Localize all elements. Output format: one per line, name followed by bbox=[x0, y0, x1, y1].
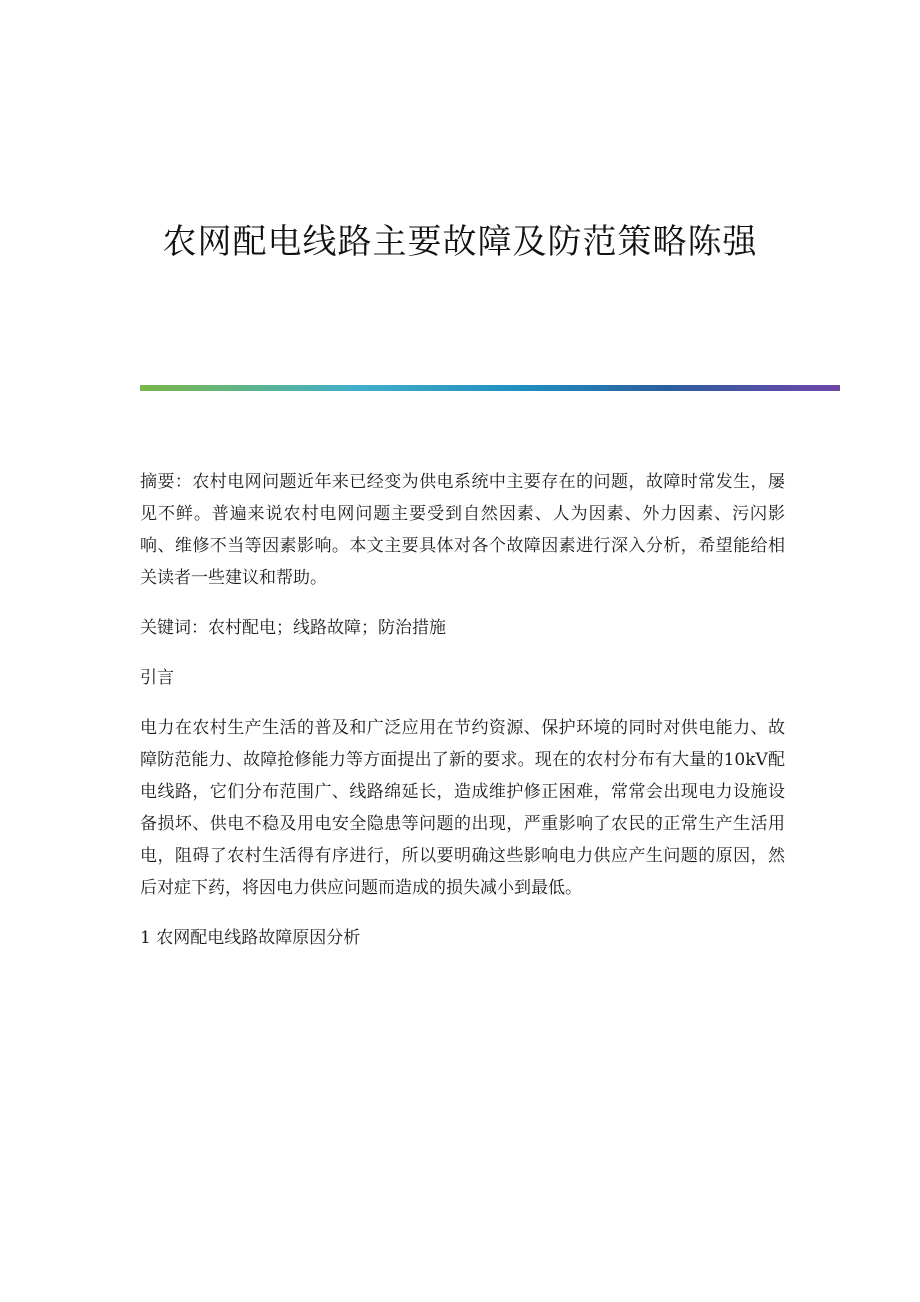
document-body bbox=[140, 466, 785, 972]
document-title: 农网配电线路主要故障及防范策略陈强 bbox=[162, 222, 758, 262]
title-divider-rule bbox=[140, 385, 840, 391]
intro-heading: 引言 bbox=[140, 668, 174, 688]
section-1-heading: 1 农网配电线路故障原因分析 bbox=[140, 928, 361, 948]
intro-paragraph: 电力在农村生产生活的普及和广泛应用在节约资源、保护环境的同时对供电能力、故障防范能力、故障抢修能力等方面提出了新的要求。现在的农村分布有大量的10kV配电线路，它们分布范围广、线路绵延长，造成维护修正困难，常常会出现电力设施设备损坏、供电不稳及用电安全隐患等问题的出现，严重影响了农民的正常生产生活用电，阻碍了农村生活得有序进行，所以要明确这些影响电力供应产生问题的原因，然后对症下药，将因电力供应问题而造成的损失减小到最低。 bbox=[140, 718, 785, 898]
keywords-line: 关键词：农村配电；线路故障；防治措施 bbox=[140, 618, 446, 638]
abstract-paragraph: 摘要：农村电网问题近年来已经变为供电系统中主要存在的问题，故障时常发生，屡见不鲜。普遍来说农村电网问题主要受到自然因素、人为因素、外力因素、污闪影响、维修不当等因素影响。本文主要具体对各个故障因素进行深入分析，希望能给相关读者一些建议和帮助。 bbox=[140, 472, 785, 588]
